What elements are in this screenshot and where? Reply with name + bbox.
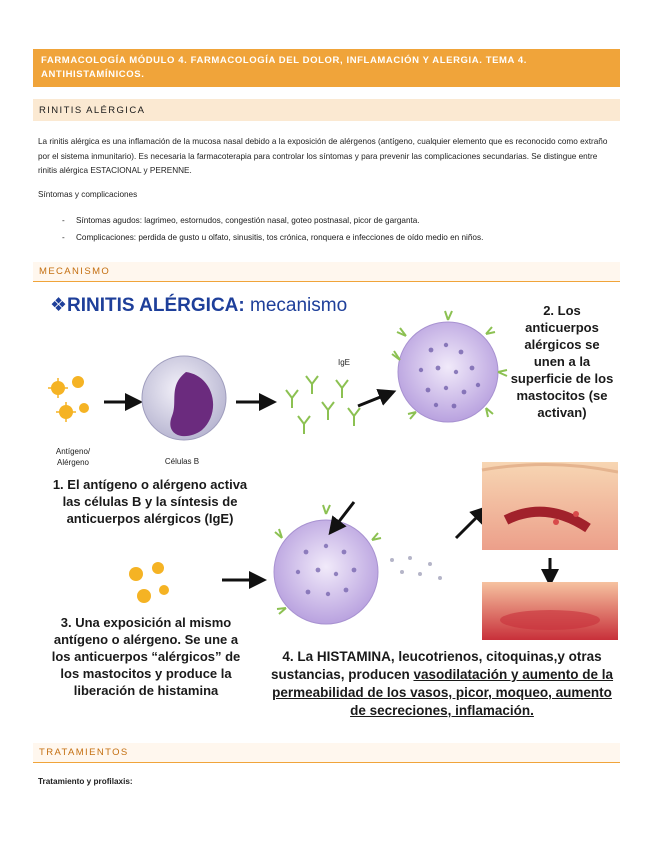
figure-title — [50, 294, 347, 317]
label-antigen: Antígeno/ Alérgeno — [55, 447, 91, 467]
ige-antibody-icon — [286, 376, 360, 434]
section-heading-rinitis: RINITIS ALÉRGICA — [33, 99, 620, 121]
antigen-icon — [129, 562, 169, 603]
document-header: FARMACOLOGÍA MÓDULO 4. FARMACOLOGÍA DEL DOLOR, INFLAMACIÓN Y ALERGIA. TEMA 4. ANTIHISTAMÍNICOS. — [33, 49, 620, 87]
arrow-icon — [358, 394, 388, 406]
section-heading-mecanismo: MECANISMO — [33, 262, 620, 282]
caption-step-3: 3. Una exposición al mismo antígeno o alérgeno. Se une a los anticuerpos “alérgicos” de los mastocitos y produce la liberación de histamina — [51, 615, 241, 698]
symptoms-title: Síntomas y complicaciones — [38, 190, 138, 199]
caption-step-4-underlined: vasodilatación y aumento de la permeabilidad de los vasos, picor, moqueo, aumento de secreciones, inflamación. — [272, 667, 614, 718]
inflamed-tissue-icon — [482, 582, 618, 640]
antigen-icon — [48, 376, 89, 422]
mechanism-figure — [36, 290, 618, 735]
caption-step-2: 2. Los anticuerpos alérgicos se unen a la superficie de los mastocitos (se activan) — [510, 303, 614, 420]
blood-vessel-tissue-icon — [482, 462, 618, 550]
list-item: - Síntomas agudos: lagrimeo, estornudos, congestión nasal, goteo postnasal, picor de garganta. — [62, 212, 622, 229]
figure-title-sub: mecanismo — [244, 295, 348, 316]
figure-title-main: ❖RINITIS ALÉRGICA: — [50, 295, 245, 316]
b-cell-icon — [142, 356, 226, 440]
label-b-cells: Células B — [164, 457, 200, 466]
section-heading-tratamientos: TRATAMIENTOS — [33, 743, 620, 763]
caption-step-4 — [266, 648, 618, 720]
caption-step-1: 1. El antígeno o alérgeno activa las células B y la síntesis de anticuerpos alérgicos (IgE) — [52, 477, 248, 526]
label-ige: IgE — [337, 358, 350, 367]
symptoms-list — [62, 212, 622, 246]
mast-cell-icon — [392, 311, 507, 422]
caption-step-4-plain: 4. La HISTAMINA, leucotrienos, citoquinas,y otras sustancias, producen — [270, 649, 602, 682]
arrow-icon — [456, 512, 482, 538]
treatment-subtitle: Tratamiento y profilaxis: — [38, 777, 133, 786]
intro-paragraph: La rinitis alérgica es una inflamación de la mucosa nasal debido a la exposición de alérgenos (antígeno, cualquier elemento que es reconocido como extraño por el sistema inmunitario). Es necesaria la farmacoterapia para controlar los síntomas y para prevenir las complicaciones secundarias. Se distingue entre rinitis alérgica ESTACIONAL y PERENNE. — [38, 137, 608, 175]
degranulating-mast-cell-icon — [274, 505, 442, 624]
list-item: - Complicaciones: perdida de gusto u olfato, sinusitis, tos crónica, ronquera e infecciones de oído medio en niños. — [62, 229, 622, 246]
